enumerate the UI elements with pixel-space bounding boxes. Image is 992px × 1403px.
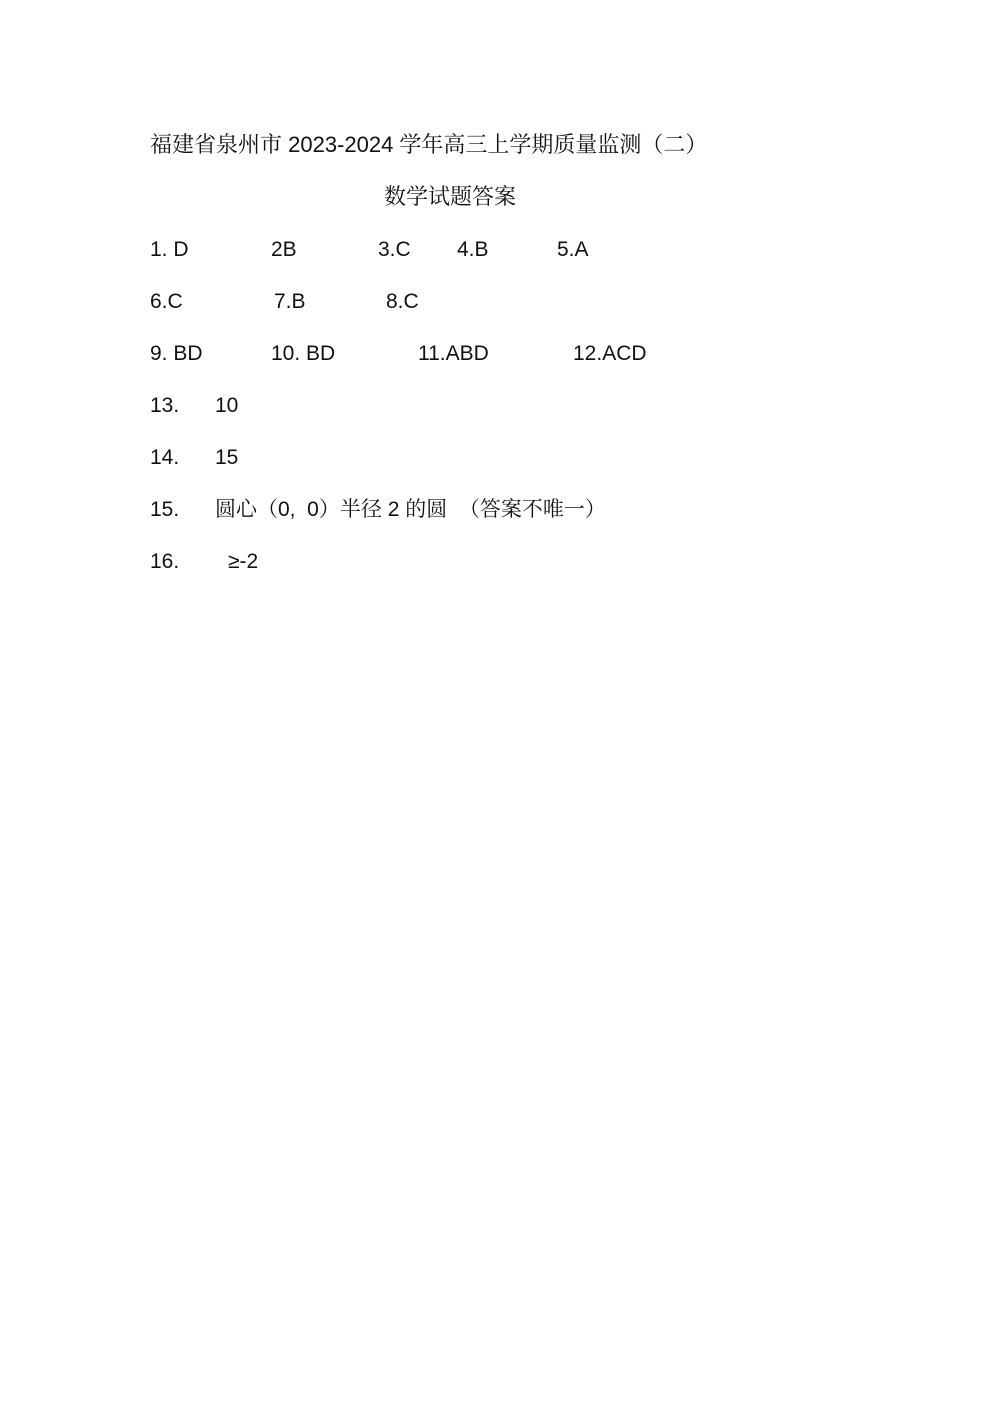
answer-item: 8.C [386,290,419,313]
answer-item: 4.B [457,238,489,261]
answer-item: 6.C [150,290,183,313]
question-number: 14. [150,446,180,469]
question-answer: ≥-2 [228,550,259,573]
answer-item: 5.A [557,238,589,261]
document-title: 福建省泉州市 2023-2024 学年高三上学期质量监测（二） [150,132,708,157]
document-subtitle: 数学试题答案 [384,184,517,209]
answer-item: 2B [271,238,297,261]
answer-item: 10. BD [271,342,336,365]
answer-item: 7.B [274,290,306,313]
answer-item: 12.ACD [573,342,647,365]
answer-item: 11.ABD [418,342,489,365]
question-number: 16. [150,550,180,573]
answer-item: 9. BD [150,342,203,365]
question-number: 13. [150,394,180,417]
answer-item: 1. D [150,238,189,261]
question-answer: 圆心（0, 0）半径 2 的圆 （答案不唯一） [215,498,606,521]
question-answer: 10 [215,394,239,417]
answer-item: 3.C [378,238,411,261]
question-number: 15. [150,498,180,521]
question-answer: 15 [215,446,239,469]
